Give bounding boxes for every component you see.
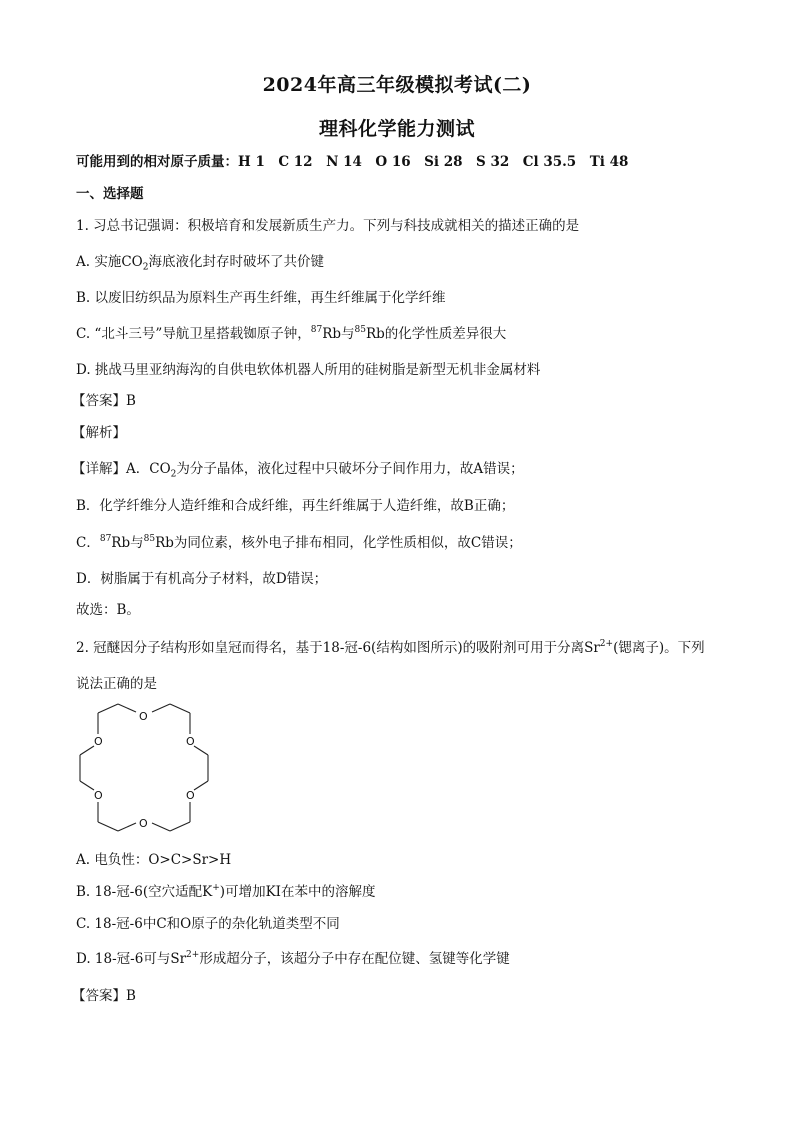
q2-stem: 2. 冠醚因分子结构形如皇冠而得名，基于18-冠-6(结构如图所示)的吸附剂可用于分离$Sr^{2+}$(锶离子)。下列: [76, 638, 705, 656]
atomic-masses: 可能用到的相对原子质量：H 1 C 12 N 14 O 16 Si 28 S 32 Cl 35.5 Ti 48: [76, 154, 629, 170]
oxygen-atom: O: [94, 735, 103, 748]
q2-option-c: C. 18-冠-6中C和O原子的杂化轨道类型不同: [76, 916, 340, 932]
q2-stem-line2: 说法正确的是: [76, 676, 157, 692]
q1-answer: 【答案】B: [72, 393, 136, 409]
q1-option-d: D. 挑战马里亚纳海沟的自供电软体机器人所用的硅树脂是新型无机非金属材料: [76, 362, 541, 378]
q1-option-b: B. 以废旧纺织品为原料生产再生纤维，再生纤维属于化学纤维: [76, 290, 446, 306]
q2-option-a: A. 电负性：O>C>Sr>H: [76, 852, 232, 868]
q1-option-c: C. “北斗三号”导航卫星搭载铷原子钟，$^{87}$Rb与$^{85}$Rb的化学性质差异很大: [76, 324, 507, 342]
q1-stem: 1. 习总书记强调：积极培育和发展新质生产力。下列与科技成就相关的描述正确的是: [76, 218, 580, 234]
q1-detail-b: B．化学纤维分人造纤维和合成纤维，再生纤维属于人造纤维，故B正确；: [76, 498, 515, 514]
q1-detail-d: D．树脂属于有机高分子材料，故D错误；: [76, 571, 328, 587]
q1-detail-a: 【详解】A．$CO_2$为分子晶体，液化过程中只破坏分子间作用力，故A错误；: [72, 461, 524, 480]
ring-bonds: [80, 704, 208, 831]
q2-option-d: D. 18-冠-6可与$Sr^{2+}$形成超分子，该超分子中存在配位键、氢键等化学键: [76, 949, 510, 967]
exam-subtitle: 理科化学能力测试: [318, 118, 475, 140]
oxygen-atom: O: [186, 789, 195, 802]
q1-detail-c: C．$^{87}$Rb与$^{85}$Rb为同位素，核外电子排布相同，化学性质相似，故C错误；: [76, 533, 522, 551]
exam-title: 2024年高三年级模拟考试(二): [262, 74, 532, 96]
q1-conclusion: 故选：B。: [76, 602, 140, 618]
oxygen-atom: O: [139, 710, 148, 723]
crown-ether-structure: [70, 700, 220, 836]
q1-analysis-tag: 【解析】: [72, 425, 126, 441]
q2-option-b: B. 18-冠-6(空穴适配K+)可增加KI在苯中的溶解度: [76, 882, 376, 900]
oxygen-atom: O: [139, 817, 148, 830]
oxygen-atom: O: [94, 789, 103, 802]
q1-option-a: A. 实施$CO_2$海底液化封存时破坏了共价键: [76, 254, 324, 273]
q2-answer: 【答案】B: [72, 988, 136, 1004]
oxygen-atom: O: [186, 735, 195, 748]
section-title: 一、选择题: [76, 186, 144, 202]
